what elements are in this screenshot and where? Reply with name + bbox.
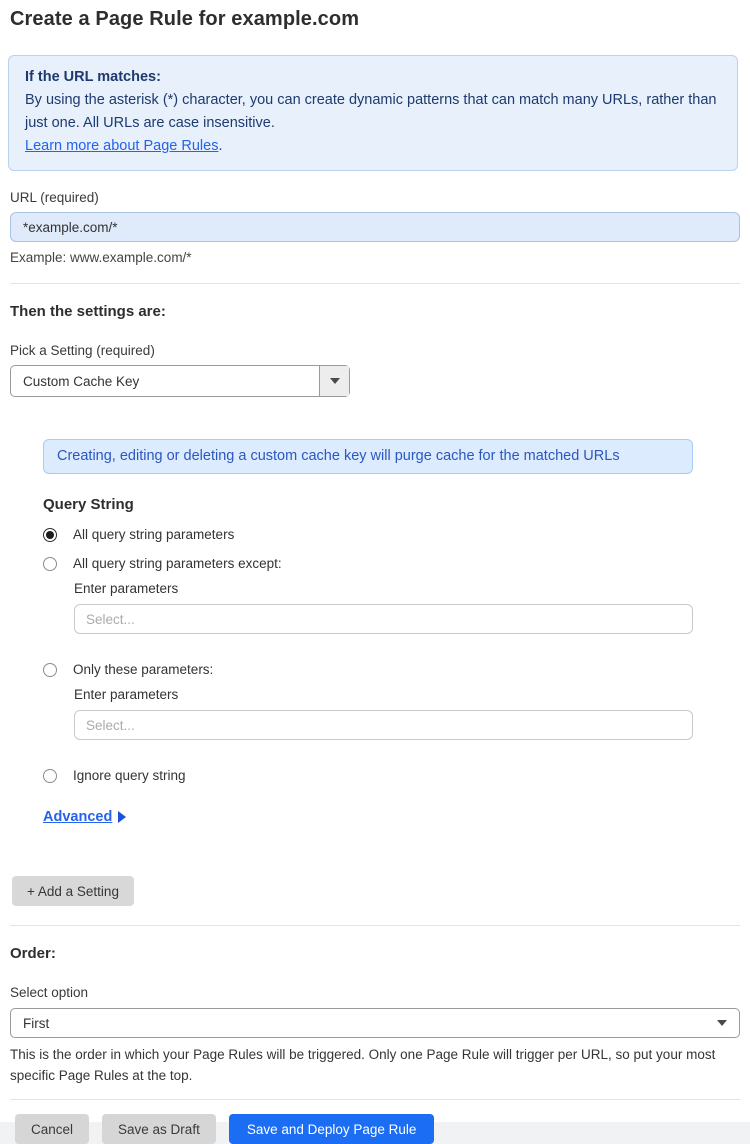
only-these-parameters-block [74,687,740,754]
radio-button-icon[interactable] [43,557,57,571]
order-select-value: First [23,1015,50,1031]
pick-setting-label: Pick a Setting (required) [10,343,155,358]
radio-button-icon[interactable] [43,769,57,783]
advanced-toggle[interactable] [43,809,126,825]
footer-actions [15,1114,740,1144]
page-title: Create a Page Rule for example.com [10,8,360,30]
divider-footer [10,1099,740,1100]
radio-button-icon[interactable] [43,663,57,677]
chevron-down-icon [717,1020,727,1026]
setting-dropdown-value: Custom Cache Key [23,373,140,389]
url-example-text: Example: www.example.com/* [10,250,192,265]
caret-right-icon [118,811,126,823]
query-string-heading: Query String [43,496,134,513]
add-setting-button[interactable]: + Add a Setting [12,876,134,906]
radio-all-except[interactable] [43,556,740,571]
radio-all-params[interactable] [43,527,740,542]
cache-key-notice: Creating, editing or deleting a custom cache key will purge cache for the matched URLs [43,439,693,474]
enter-parameters-label: Enter parameters [74,581,179,596]
setting-dropdown-arrow-segment[interactable] [319,366,349,396]
setting-dropdown[interactable] [10,365,350,397]
enter-parameters-label: Enter parameters [74,687,179,702]
order-select-label: Select option [10,985,89,1000]
url-match-info-box [8,55,738,171]
order-select[interactable] [10,1008,740,1038]
radio-only-these-label: Only these parameters: [73,662,214,677]
learn-more-link[interactable]: Learn more about Page Rules [25,138,219,154]
chevron-down-icon [330,378,340,384]
radio-all-params-label: All query string parameters [73,527,235,542]
advanced-link[interactable]: Advanced [43,809,113,825]
cancel-button[interactable]: Cancel [15,1114,89,1144]
url-label: URL (required) [10,190,99,205]
save-as-draft-button[interactable]: Save as Draft [102,1114,216,1144]
except-parameters-input[interactable] [74,604,693,634]
info-box-link-line [25,135,721,158]
info-box-heading: If the URL matches: [25,69,161,85]
divider-order [10,925,740,926]
radio-button-icon[interactable] [43,528,57,542]
order-help-text: This is the order in which your Page Rules will be triggered. Only one Page Rule will trigger per URL, so put your most specific Page Rules at the top. [10,1047,716,1083]
url-input[interactable] [10,212,740,242]
link-period: . [218,138,223,154]
info-box-body: By using the asterisk (*) character, you can create dynamic patterns that can match many URLs, rather than just one. All URLs are case insensitive. [25,92,717,131]
settings-heading: Then the settings are: [10,303,166,320]
only-these-parameters-input[interactable] [74,710,693,740]
radio-only-these[interactable] [43,662,740,677]
radio-ignore-query-string[interactable] [43,768,740,783]
divider-url [10,283,740,284]
order-heading: Order: [10,945,56,962]
save-and-deploy-button[interactable]: Save and Deploy Page Rule [229,1114,435,1144]
radio-all-except-label: All query string parameters except: [73,556,282,571]
query-string-options [43,527,740,783]
radio-ignore-label: Ignore query string [73,768,186,783]
all-except-parameters-block [74,581,740,648]
